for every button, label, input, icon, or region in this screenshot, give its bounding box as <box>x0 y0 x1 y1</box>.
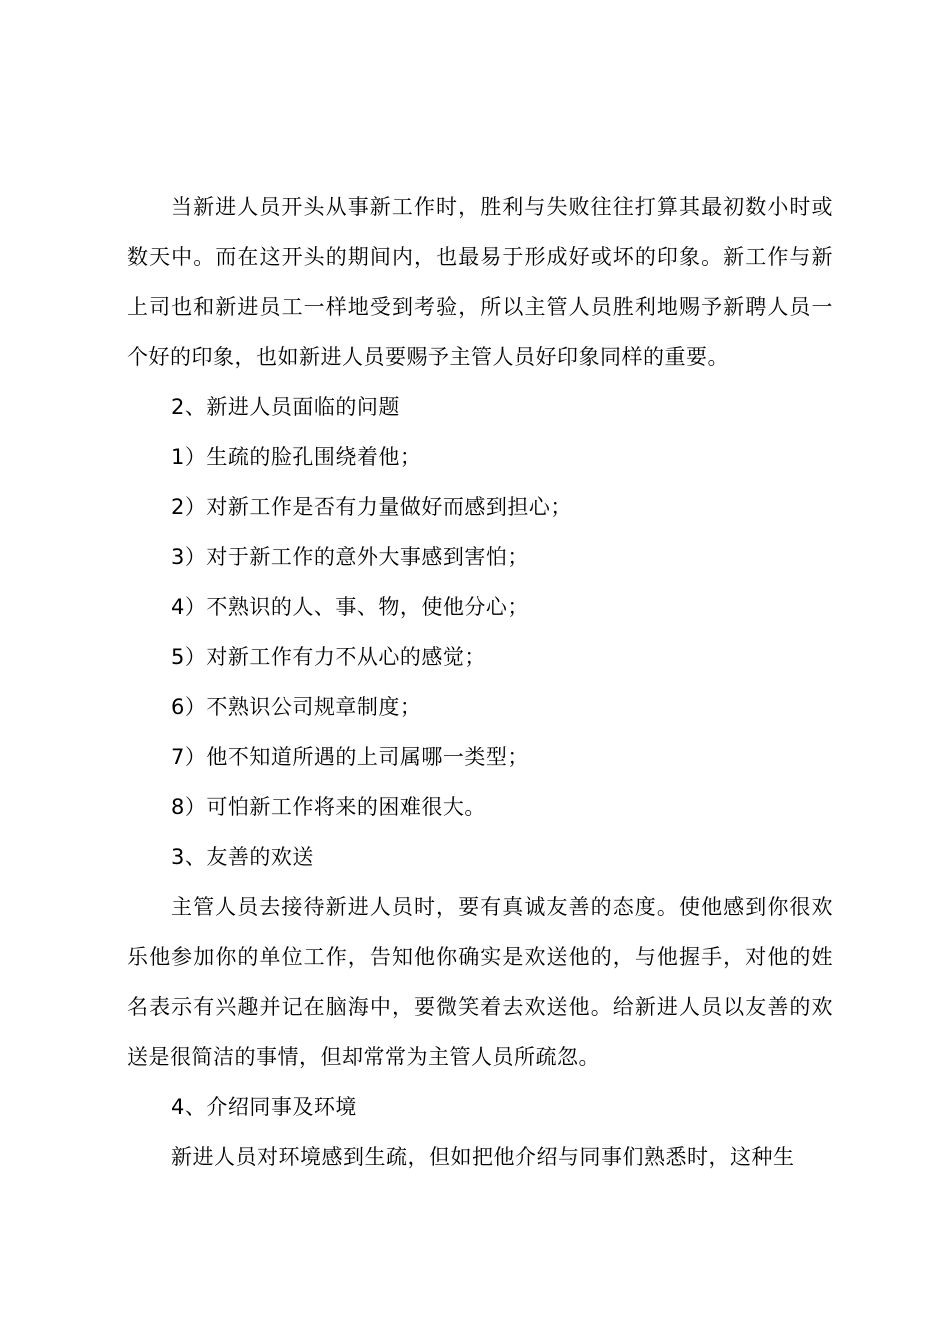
document-body <box>127 182 833 1182</box>
section-heading-problems: 2、新进人员面临的问题 <box>171 395 400 419</box>
list-item: 2）对新工作是否有力量做好而感到担心； <box>171 495 572 519</box>
list-item: 3）对于新工作的意外大事感到害怕； <box>171 545 529 569</box>
section-heading-introduction: 4、介绍同事及环境 <box>171 1095 357 1119</box>
section-heading-welcome: 3、友善的欢送 <box>171 845 314 869</box>
list-item: 5）对新工作有力不从心的感觉； <box>171 645 486 669</box>
intro-paragraph: 当新进人员开头从事新工作时，胜利与失败往往打算其最初数小时或数天中。而在这开头的期间内，也最易于形成好或坏的印象。新工作与新上司也和新进员工一样地受到考验，所以主管人员胜利地赐予新聘人员一个好的印象，也如新进人员要赐予主管人员好印象同样的重要。 <box>127 195 833 369</box>
welcome-paragraph: 主管人员去接待新进人员时，要有真诚友善的态度。使他感到你很欢乐他参加你的单位工作，告知他你确实是欢送他的，与他握手，对他的姓名表示有兴趣并记在脑海中，要微笑着去欢送他。给新进人员以友善的欢送是很简洁的事情，但却常常为主管人员所疏忽。 <box>127 895 833 1069</box>
list-item: 8）可怕新工作将来的困难很大。 <box>171 795 486 819</box>
list-item: 1）生疏的脸孔围绕着他； <box>171 445 422 469</box>
list-item: 6）不熟识公司规章制度； <box>171 695 422 719</box>
list-item: 7）他不知道所遇的上司属哪一类型； <box>171 745 529 769</box>
list-item: 4）不熟识的人、事、物，使他分心； <box>171 595 529 619</box>
introduction-paragraph: 新进人员对环境感到生疏，但如把他介绍与同事们熟悉时，这种生 <box>171 1145 795 1169</box>
